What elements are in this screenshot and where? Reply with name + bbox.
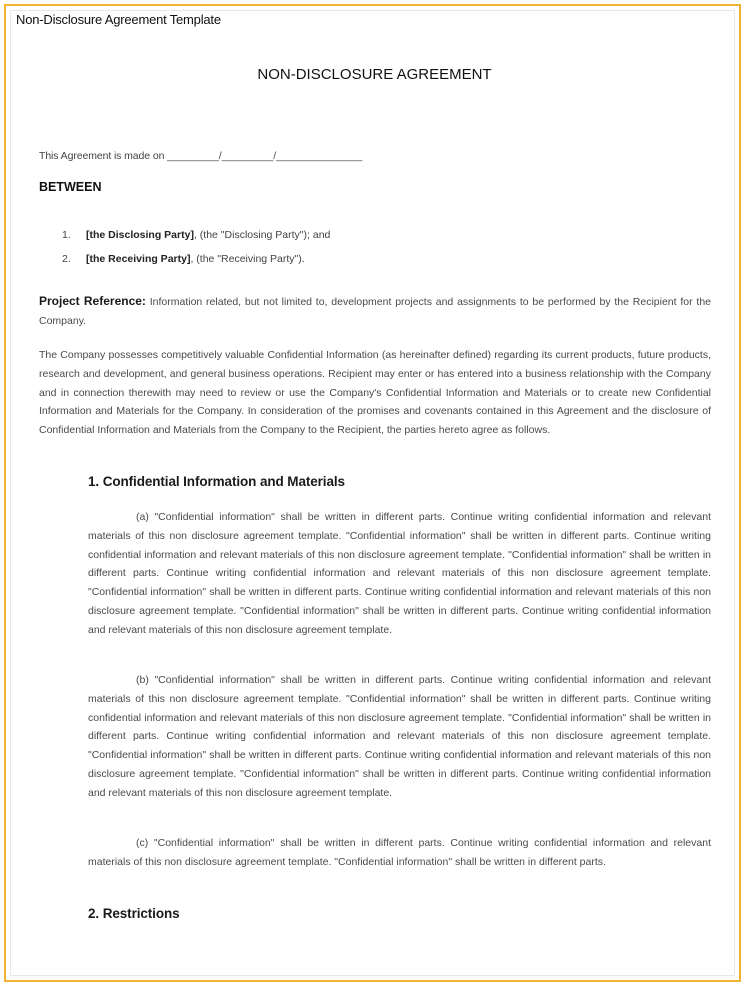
agreement-date-line: This Agreement is made on _________/_________/_______________ <box>39 150 363 162</box>
party-number: 1. <box>62 229 71 241</box>
party-number: 2. <box>62 253 71 265</box>
project-reference-text: Information related, but not limited to, development projects and assignments to be performed by the Recipient for the Company. <box>39 296 711 327</box>
party-role: , (the "Disclosing Party"); and <box>193 229 331 241</box>
section-2-heading: 2. Restrictions <box>88 906 180 921</box>
party-role: , (the "Receiving Party"). <box>190 253 305 265</box>
section-1-paragraph-b: (b) "Confidential information" shall be written in different parts. Continue writing confidential information and relevant materials of this non disclosure agreement template. "Confidential information" shall be written in different parts. Continue writing confidential information and relevant materials of this non disclosure agreement template. "Confidential information" shall be written in different parts. Continue writing confidential information and relevant materials of this non disclosure agreement template. "Confidential information" shall be written in different parts. Continue writing confidential information and relevant materials of this non disclosure agreement template. "Confidential information" shall be written in different parts. Continue writing confidential information and relevant materials of this non disclosure agreement template. <box>88 674 711 799</box>
intro-paragraph: The Company possesses competitively valuable Confidential Information (as hereinafter defined) regarding its current products, future products, research and development, and general business operations. Recipient may enter or has entered into a business relationship with the Company and in connection therewith may need to review or use the Company's Confidential Information and Materials or to create new Confidential Information and Materials for the Company. In consideration of the promises and covenants contained in this Agreement and the disclosure of Confidential Information and Materials from the Company to the Recipient, the parties hereto agree as follows. <box>39 349 711 437</box>
section-1-paragraph-c: (c) "Confidential information" shall be written in different parts. Continue writing confidential information and relevant materials of this non disclosure agreement template. "Confidential information" shall be written in different parts. <box>88 837 711 868</box>
section-1-heading: 1. Confidential Information and Materials <box>88 474 345 489</box>
party-name: [the Receiving Party] <box>86 253 191 265</box>
party-receiving <box>62 253 305 265</box>
project-reference-label: Project Reference: <box>39 294 146 308</box>
project-reference <box>39 292 711 331</box>
party-name: [the Disclosing Party] <box>86 229 194 241</box>
between-heading: BETWEEN <box>39 180 102 194</box>
section-1-paragraph-a: (a) "Confidential information" shall be written in different parts. Continue writing confidential information and relevant materials of this non disclosure agreement template. "Confidential information" shall be written in different parts. Continue writing confidential information and relevant materials of this non disclosure agreement template. "Confidential information" shall be written in different parts. Continue writing confidential information and relevant materials of this non disclosure agreement template. "Confidential information" shall be written in different parts. Continue writing confidential information and relevant materials of this non disclosure agreement template. "Confidential information" shall be written in different parts. Continue writing confidential information and relevant materials of this non disclosure agreement template. <box>88 511 711 636</box>
party-disclosing <box>62 229 330 241</box>
template-title: Non-Disclosure Agreement Template <box>16 12 221 27</box>
document-title: NON-DISCLOSURE AGREEMENT <box>257 66 492 83</box>
